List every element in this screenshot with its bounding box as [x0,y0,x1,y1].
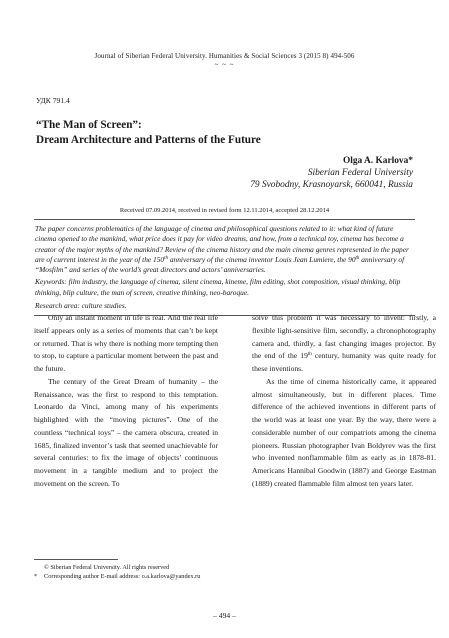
received-dates: Received 07.09.2014, received in revised form 12.11.2014, accepted 28.12.2014 [119,207,330,214]
author-name: Olga A. Karlova* [342,156,413,166]
keywords: Keywords: film industry, the language of cinema, silent cinema, kineme, film editing, shot composition, visual thinking, blip thinking, blip culture, the man of screen, creative thinking, neo-baroque. [35,277,401,297]
abstract-bottom-rule [34,315,415,316]
title-line-1: “The Man of Screen”: [36,119,142,131]
author-block [250,155,413,192]
footnote-rule [34,559,118,560]
author-affiliation: Siberian Federal University [307,168,413,179]
udk-code: УДК 791.4 [36,96,70,105]
body-paragraph: As the time of cinema historically came, it appeared almost simultaneously, but in different places. Time difference of the achieved inventions in different parts of the world was at least one year. By the way, there were a considerable number of our compatriots among the cinema pioneers. Russian photographer Ivan Boldyrev was the first who invented nonflammable film as early as in 1878-81. Americans Hannibal Goodwin (1887) and George Eastman (1889) created flammable film almost ten years later. [252,376,436,488]
body-paragraph: The century of the Great Dream of humanity – the Renaissance, was the first to respond to this temptation. Leonardo da Vinci, among many of his experiments highlighted with the “moving pictures”. One of the countless “technical toys” – the camera obscura, created in 1685, finalized inventor’s task that seemed unachievable for several centuries: to fix the image of objects’ continuous movement in a tangible medium and to project the movement on the screen. To [34,376,218,488]
copyright-note: © Siberian Federal University. All rights reserved [44,564,170,571]
body-column-left [34,312,218,491]
abstract-top-rule [34,219,415,220]
body-paragraph: Only an instant moment in life is real. And the real life itself appears only as a series of moments that can’t be kept or returned. That is why there is nothing more tempting then to stop, to capture a particular moment between the past and the future. [34,313,218,373]
abstract-text: The paper concerns problematics of the language of cinema and philosophical questions related to it: what kind of future cinema opened to the mankind, what price does it pay for video dreams, and how, from a technical toy, cinema has become a creator of the major myths of the mankind? Review of the cinema history and the main cinema genres represented in the paper are of current interest in the year of the 150th anniversary of the cinema inventor Louis Jean Lumiere, the 90th anniversary of “Mosfilm” and series of the world’s great directors and actors’ anniversaries. [35,224,409,275]
title-line-2: Dream Architecture and Patterns of the Future [36,133,261,146]
page-number: – 494 – [213,611,236,620]
header-ornament: ~ ~ ~ [214,61,235,69]
body-paragraph: solve this problem it was necessary to invent: firstly, a flexible light-sensitive film, secondly, a chronophotography camera and, thirdly, a fast changing images projector. By the end of the 19th century, humanity was quite ready for these inventions. [252,313,436,373]
article-title [36,118,416,147]
research-area: Research area: culture studies. [35,301,127,311]
corresponding-author-note: * Corresponding author E-mail address: o.a.karlova@yandex.ru [34,573,201,580]
author-address: 79 Svobodny, Krasnoyarsk, 660041, Russia [250,180,413,191]
journal-header: Journal of Siberian Federal University. Humanities & Social Sciences 3 (2015 8) 494-506 [94,52,355,60]
abstract-block [35,224,415,311]
body-column-right [252,312,436,491]
footnotes [34,563,200,581]
